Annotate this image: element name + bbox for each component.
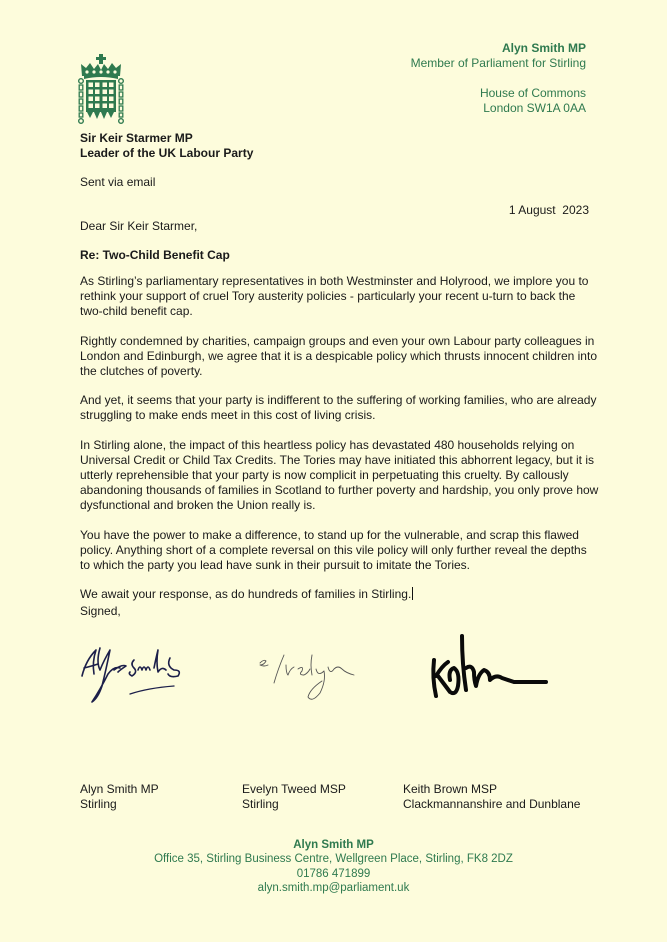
salutation: Dear Sir Keir Starmer, (80, 219, 198, 233)
closing: Signed, (80, 604, 121, 618)
sender-name: Alyn Smith MP (501, 41, 586, 55)
footer-email[interactable]: alyn.smith.mp@parliament.uk (257, 881, 410, 894)
footer-phone: 01786 471899 (296, 867, 371, 880)
recipient-name: Sir Keir Starmer MP (80, 131, 193, 145)
signatory-name: Keith Brown MSP (403, 782, 498, 796)
letter-body[interactable] (80, 274, 600, 616)
letter-date: 1 August 2023 (508, 203, 589, 217)
delivery-note: Sent via email (80, 175, 156, 189)
signatory (403, 782, 580, 812)
signatory-name: Evelyn Tweed MSP (242, 782, 346, 796)
paragraph: And yet, it seems that your party is indifferent to the suffering of working families, who are already struggling to make ends meet in this cost of living crisis. (80, 393, 597, 423)
signatory-constituency: Stirling (80, 797, 117, 811)
footer (0, 838, 667, 895)
paragraph: As Stirling’s parliamentary representatives in both Westminster and Holyrood, we implore you to rethink your support of cruel Tory austerity policies - particularly your recent u-turn to back the two-child benefit cap. (80, 274, 589, 319)
footer-name: Alyn Smith MP (293, 839, 374, 851)
signature-keith-brown (428, 630, 552, 702)
sender-title: Member of Parliament for Stirling (410, 56, 586, 70)
footer-address: Office 35, Stirling Business Centre, Wellgreen Place, Stirling, FK8 2DZ (154, 853, 513, 866)
sender-address-line1: House of Commons (479, 86, 586, 100)
signatory-name: Alyn Smith MP (80, 782, 159, 796)
sender-address-line2: London SW1A 0AA (483, 101, 586, 115)
paragraph: You have the power to make a difference, to stand up for the vulnerable, and scrap this flawed policy. Anything short of a complete reversal on this vile policy will only further reveal the depths to which the party you lead have sunk in their pursuit to imitate the Tories. (80, 527, 587, 573)
portcullis-crown-icon (78, 52, 124, 126)
sender-block (411, 41, 586, 116)
paragraph: In Stirling alone, the impact of this heartless policy has devastated 480 households relying on Universal Credit or Child Tax Credits. The Tories may have initiated this abhorrent legacy, but it is utterly reprehensible that your party is now complicit in perpetuating this cruelty. By callously abandoning thousands of families in Scotland to further poverty and hardship, you only prove how dysfunctional and broken the Union really is. (80, 437, 599, 513)
signature-evelyn-tweed (258, 645, 370, 707)
recipient-block (80, 131, 253, 161)
signature-alyn-smith (78, 640, 198, 710)
signatory-constituency: Clackmannanshire and Dunblane (403, 797, 581, 811)
text-cursor (412, 587, 413, 600)
signatory (80, 782, 159, 812)
signatory-constituency: Stirling (242, 797, 279, 811)
paragraph: Rightly condemned by charities, campaign groups and even your own Labour party colleagues in London and Edinburgh, we agree that it is a despicable policy which thrusts innocent children into the clutches of poverty. (80, 333, 597, 379)
recipient-title: Leader of the UK Labour Party (80, 146, 254, 160)
paragraph-text: We await your response, as do hundreds of families in Stirling. (80, 587, 412, 602)
paragraph-last (80, 587, 600, 602)
subject-line: Re: Two-Child Benefit Cap (80, 248, 230, 262)
signatory (242, 782, 346, 812)
